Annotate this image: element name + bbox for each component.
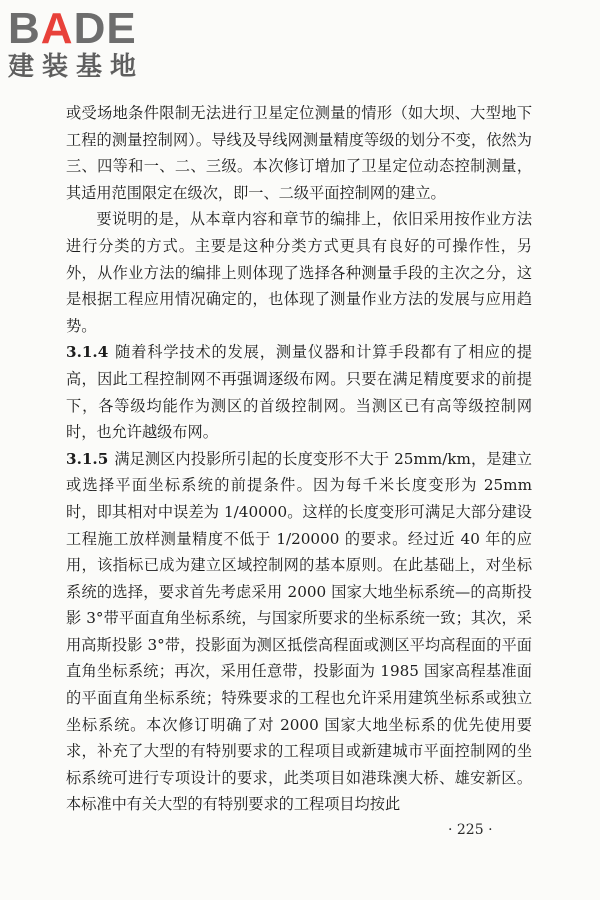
logo-accent-letter: A	[40, 4, 74, 53]
paragraph-text: 或受场地条件限制无法进行卫星定位测量的情形（如大坝、大型地下工程的测量控制网）。导线及导线网测量精度等级的划分不变，依然为三、四等和一、二、三级。本次修订增加了卫星定位动态控制测量，其适用范围限定在级次，即一、二级平面控制网的建立。	[66, 104, 532, 202]
logo-chinese-name: 建装基地	[8, 52, 145, 82]
bade-logo	[8, 6, 178, 88]
page-number: · 225 ·	[448, 822, 493, 838]
paragraph-continuation	[66, 100, 532, 206]
paragraph-text: 要说明的是，从本章内容和章节的编排上，依旧采用按作业方法进行分类的方式。主要是这种分类方式更具有良好的可操作性，另外，从作业方法的编排上则体现了选择各种测量手段的主次之分，这是根据工程应用情况确定的，也体现了测量作业方法的发展与应用趋势。	[66, 210, 532, 335]
paragraph-explanation	[66, 206, 532, 339]
paragraph-text: 满足测区内投影所引起的长度变形不大于 25mm/km，是建立或选择平面坐标系统的前提条件。因为每千米长度变形为 25mm 时，即其相对中误差为 1/40000。这样的长度变形可满足大部分建设工程施工放样测量精度不低于 1/20000 的要求。经过近 40 年的应用，该指标已成为建立区域控制网的基本原则。在此基础上，对坐标系统的选择，要求首先考虑采用 2000 国家大地坐标系统—的高斯投影 3°带平面直角坐标系统，与国家所要求的坐标系统一致；其次，采用高斯投影 3°带，投影面为测区抵偿高程面或测区平均高程面的平面直角坐标系统；再次，采用任意带，投影面为 1985 国家高程基准面的平面直角坐标系统；特殊要求的工程也允许采用建筑坐标系或独立坐标系统。本次修订明确了对 2000 国家大地坐标系的优先使用要求，补充了大型的有特别要求的工程项目或新建城市平面控制网的坐标系统可进行专项设计的要求，此类项目如港珠澳大桥、雄安新区。本标准中有关大型的有特别要求的工程项目均按此	[66, 449, 532, 814]
paragraph-text: 随着科学技术的发展，测量仪器和计算手段都有了相应的提高，因此工程控制网不再强调逐级布网。只要在满足精度要求的前提下，各等级均能作为测区的首级控制网。当测区已有高等级控制网时，也允许越级布网。	[66, 343, 532, 442]
clause-number: 3.1.5	[66, 449, 109, 468]
logo-wordmark: BADE	[8, 4, 137, 53]
clause-3-1-4	[66, 339, 532, 445]
page-body	[66, 100, 532, 818]
clause-3-1-5	[66, 446, 532, 818]
clause-number: 3.1.4	[66, 343, 109, 362]
